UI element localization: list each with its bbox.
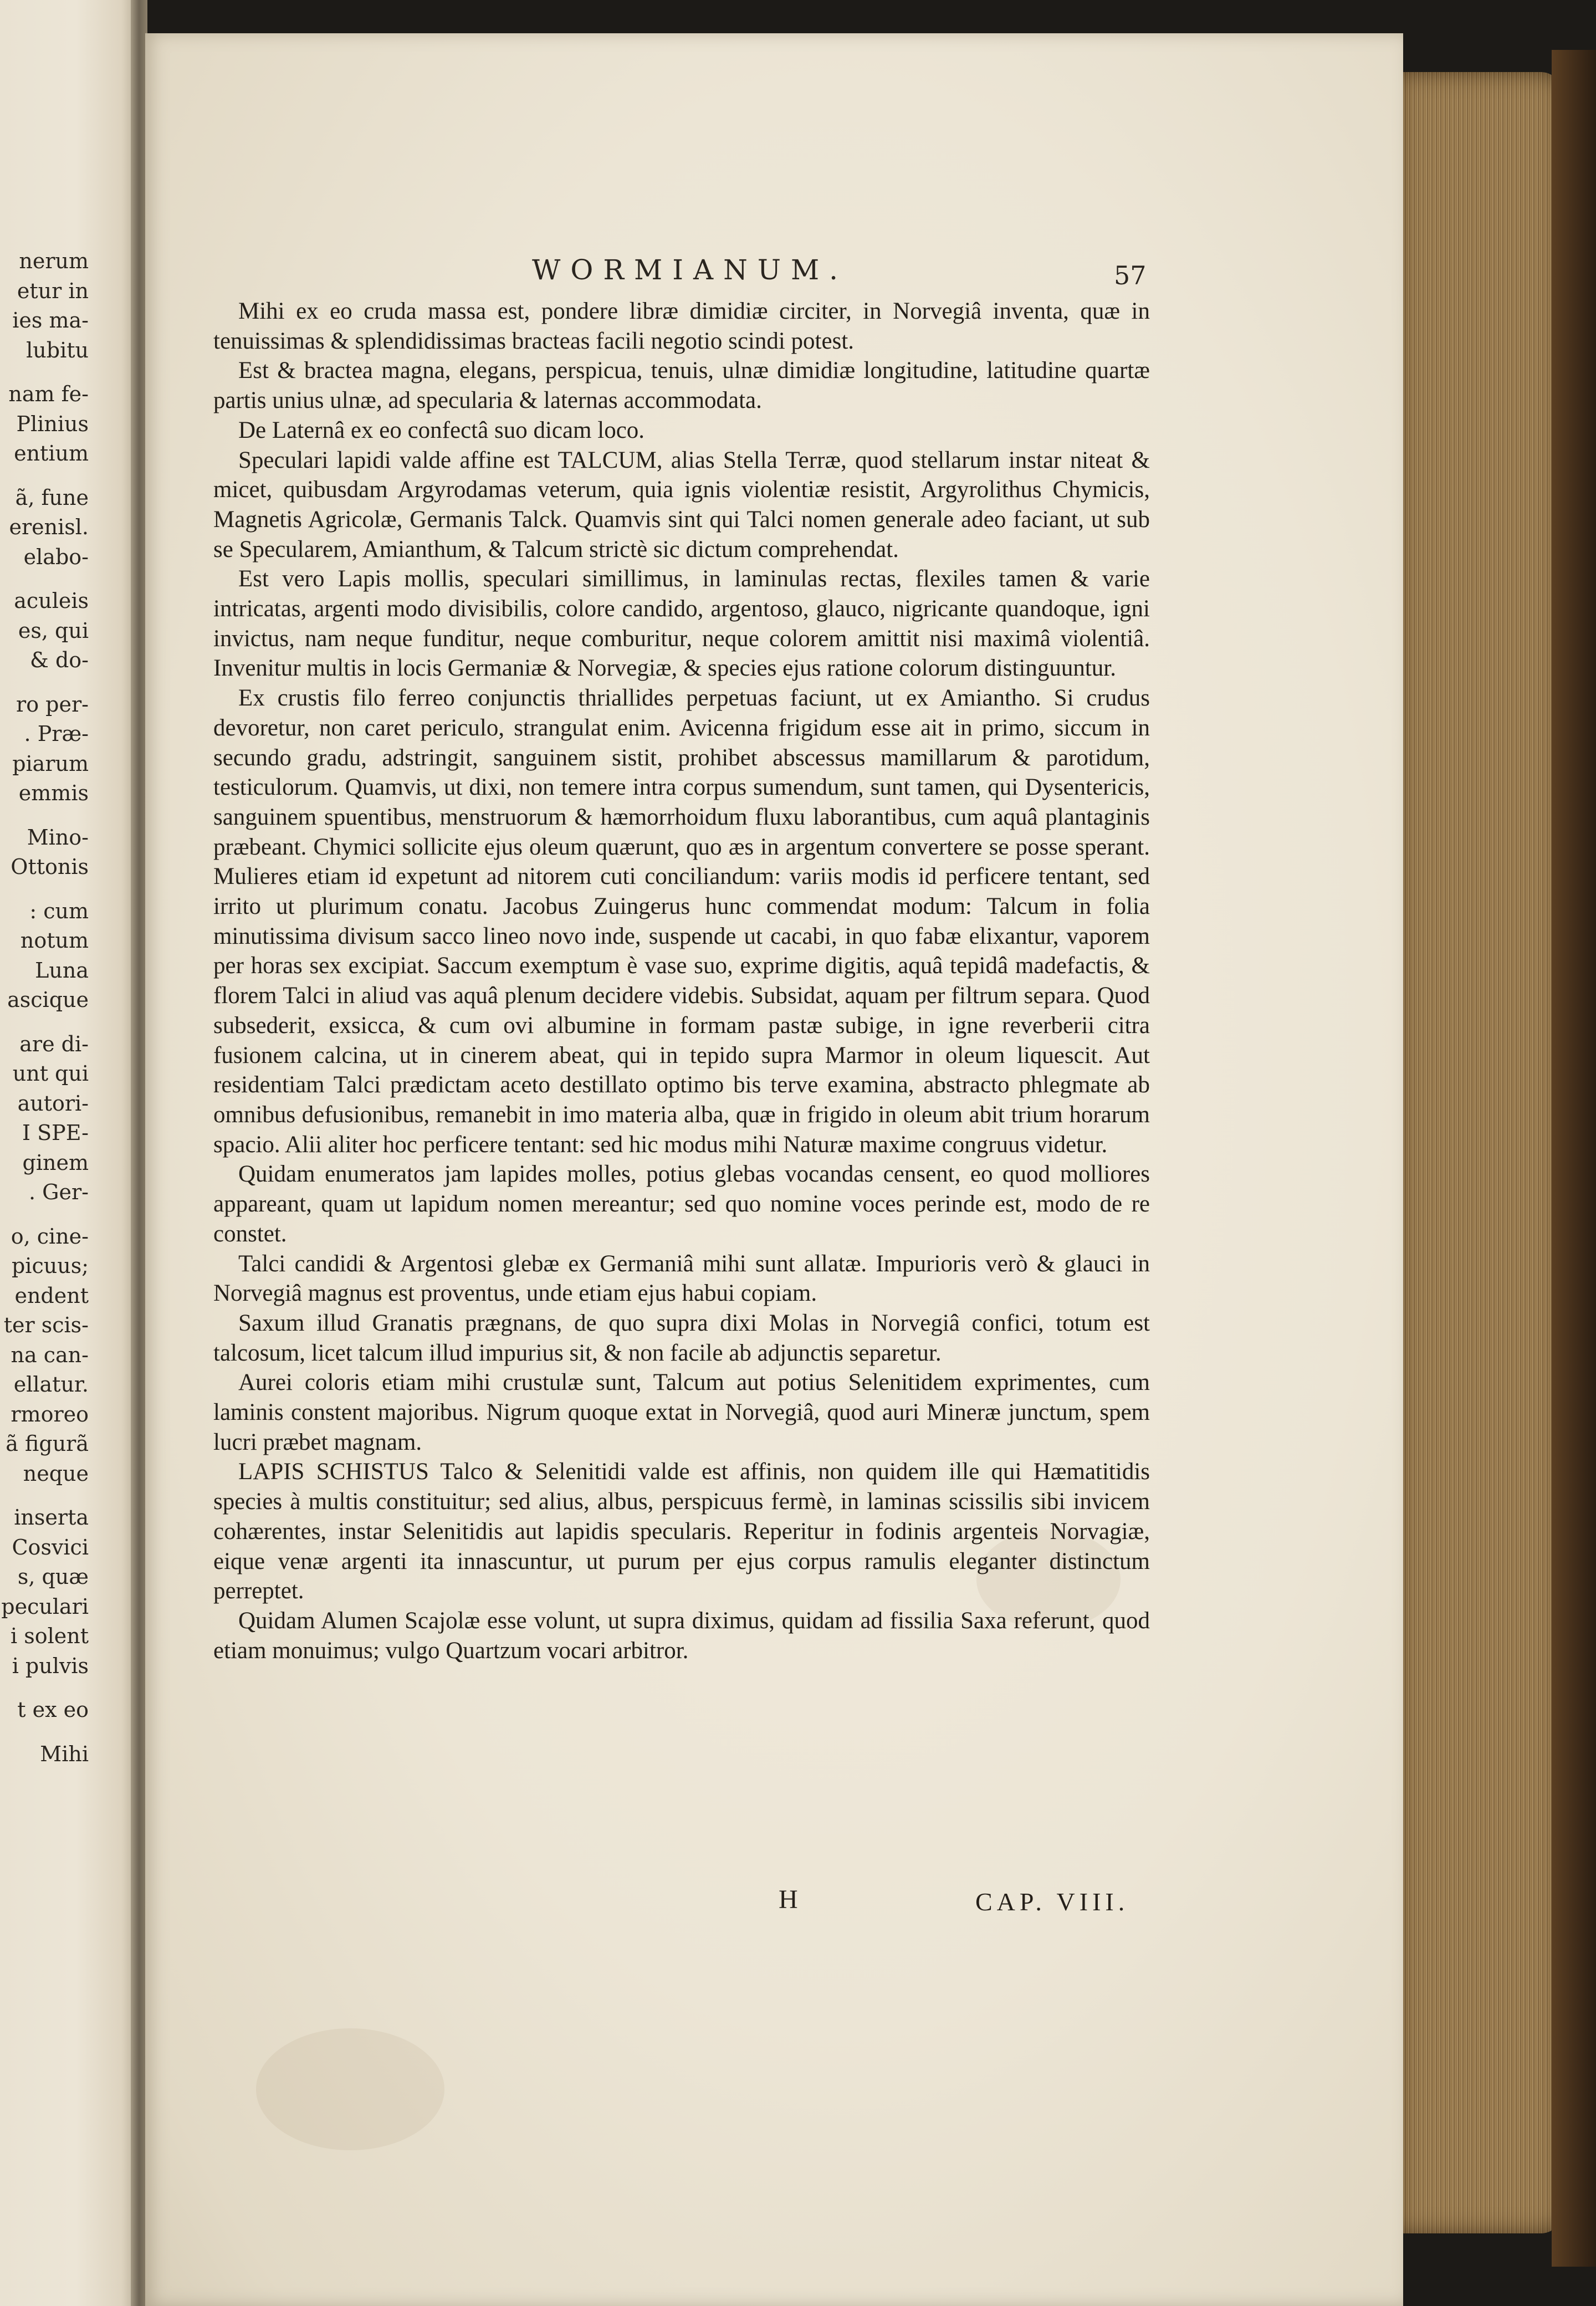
left-page-fragment: autori- [17,1091,89,1116]
paragraph: Ex crustis filo ferreo conjunctis thriallides perpetuas faciunt, ut ex Amiantho. Si crudus devoretur, non caret periculo, strangulat enim. Avicenna frigidum esse ait in primo, siccum in secundo gradu, adstringit, sanguinem sistit, prohibet abscessus mamillarum & parotidum, testiculorum. Quamvis, ut dixi, non temere intra corpus sumendum, sunt tamen, qui Dysentericis, sanguinem spuentibus, menstruorum & hæmorrhoidum fluxu laborantibus, cum aquâ plantaginis præbeant. Chymici sollicite ejus oleum quærunt, quo æs in argentum convertere se posse sperant. Mulieres etiam id expetunt ad nitorem cuti conciliandum: variis modis id perficere tentant, sed irrito ut plurimum conatu. Jacobus Zuingerus hunc commendat modum: Talcum in folia minutissima divisum sacco lineo novo inde, suspende ut cacabi, in quo fabæ elixantur, vaporem per horas sex excipiat. Saccum exemptum è vase suo, exprime digitis, aquâ tepidâ madefactis, & florem Talci in aliud vas aquâ plenum decidere videbis. Subsidat, aquam per filtrum separa. Quod subsederit, exsicca, & cum ovi albumine in formam pastæ subige, in igne reverberii citra fusionem calcina, ut in cinerem abeat, qui in tepido supra Marmor in oleum liquescit. Aut residentiam Talci prædictam aceto destillato optimo bis terve examina, abstracto phlegmate ab omnibus defusionibus, remanebit in imo materia alba, quæ in frigido in oleum abit trium horarum spacio. Alii aliter hoc perficere tentant: sed hic modus mihi Naturæ maxime congruus videtur. [213,685,1150,1158]
paragraph: Speculari lapidi valde affine est TALCUM, alias Stella Terræ, quod stellarum instar niteat & micet, quibusdam Argyrodamas veterum, quia ignis violentiæ resistit, Argyrolithus Chymicis, Magnetis Agricolæ, Germanis Talck. Quamvis sint qui Talci nomen generale adeo faciant, ut sub se Specularem, Amianthum, & Talcum strictè sic dictum comprehendat. [213,447,1150,563]
left-page-fragment: ellatur. [13,1372,89,1397]
page-number: 57 [1114,260,1147,290]
left-page-fragment: endent [14,1283,89,1308]
left-page-fragment: o, cine- [11,1224,89,1249]
left-page-gap [0,809,89,823]
page-edges [1396,72,1563,2233]
paragraph: Est vero Lapis mollis, speculari simillimus, in laminulas rectas, flexiles tamen & varie intricatas, argenti modo divisibilis, colore candido, argentoso, glauco, nigricante quandoque, igni invictus, nam neque funditur, neque comburitur, neque colorem amittit nisi maximâ violentiâ. Invenitur multis in locis Germaniæ & Norvegiæ, & species ejus ratione colorum distinguuntur. [213,566,1150,682]
left-page-fragment: & do- [30,648,89,672]
left-facing-page [0,0,139,2306]
left-page-gap [0,572,89,586]
left-page-fragment: . Præ- [24,722,89,746]
left-page-fragment: rmoreo [11,1402,89,1426]
left-page-fragment: ies ma- [12,308,89,333]
left-page-fragment: nam fe- [8,382,89,406]
catchword: CAP. VIII. [975,1888,1129,1916]
paragraph: Saxum illud Granatis prægnans, de quo supra dixi Molas in Norvegiâ confici, totum est talcosum, licet talcum illud impurius sit, & non facile ab adjunctis separetur. [213,1310,1150,1366]
left-page-fragment: ã, fune [15,485,89,510]
paragraph: Aurei coloris etiam mihi crustulæ sunt, Talcum aut potius Selenitidem exprimentes, cum laminis constent majoribus. Nigrum quoque extat in Norvegiâ, quod auri Mineræ junctum, spem lucri præbet magnam. [213,1369,1150,1455]
left-page-fragment: erenisl. [9,515,89,539]
left-page-gap [0,469,89,483]
left-page-gap [0,1489,89,1503]
left-page-fragment: i solent [11,1624,89,1648]
left-page-fragment: Mino- [27,825,89,850]
paper-stain [256,2028,444,2150]
left-page-fragment: nerum [19,249,89,273]
left-page-fragment: piarum [12,751,89,776]
left-page-fragment: lubitu [26,338,89,362]
left-page-gap [0,882,89,897]
paragraph: Talci candidi & Argentosi glebæ ex Germaniâ mihi sunt allatæ. Impurioris verò & glauci in Norvegiâ magnus est proventus, unde etiam ejus habui copiam. [213,1250,1150,1307]
left-page-fragment: : cum [29,898,89,923]
left-page-fragment: es, qui [18,618,89,643]
left-page-gap [0,1208,89,1222]
body-text [213,296,1150,1665]
left-page-fragment: unt qui [12,1061,89,1086]
signature-mark: H [779,1885,798,1914]
left-page-fragment: inserta [14,1505,89,1530]
paragraph: LAPIS SCHISTUS Talco & Selenitidi valde est affinis, non quidem ille qui Hæmatitidis species à multis constituitur; sed alius, albus, perspicuus fermè, in laminas scissilis sibi invicem cohærentes, instar Selenitidis aut lapidis specularis. Reperitur in fodinis argenteis Norvagiæ, eique venæ argenti ita innascuntur, ut purum per ejus corpus ramulis eleganter distinctum perreptet. [213,1459,1150,1604]
left-page-fragment: peculari [1,1594,89,1619]
left-page-fragment: emmis [18,781,89,805]
left-page-fragment: Cosvici [12,1535,89,1560]
paragraph: Mihi ex eo cruda massa est, pondere libræ dimidiæ circiter, in Norvegiâ inventa, quæ in tenuissimas & splendidissimas bracteas facili negotio scindi potest. [213,298,1150,354]
paragraph: Quidam Alumen Scajolæ esse volunt, ut supra diximus, quidam ad fissilia Saxa referunt, quod etiam monuimus; vulgo Quartzum vocari arbitror. [213,1607,1150,1664]
left-page-gap [0,365,89,380]
left-page-fragment: ascique [7,988,89,1012]
left-page-fragment: aculeis [14,589,89,613]
running-head: WORMIANUM. [532,254,848,286]
left-page-gap [0,1015,89,1030]
left-page-fragment: t ex eo [17,1697,89,1722]
left-page-fragment: picuus; [11,1254,89,1278]
left-page-gap [0,676,89,690]
left-page-fragment: . Ger- [28,1180,89,1204]
left-page-fragment: Ottonis [11,855,89,879]
left-page-fragment: I SPE- [22,1121,89,1145]
left-page-fragment: are di- [19,1031,89,1056]
left-page-fragment: na can- [11,1342,89,1367]
left-page-fragment: elabo- [23,544,89,569]
left-page-gap [0,1725,89,1740]
left-page-fragment: Luna [35,958,89,983]
left-page-fragment: s, quæ [17,1564,89,1589]
paragraph: De Laternâ ex eo confectâ suo dicam loco. [238,417,645,443]
left-page-fragment: etur in [17,278,89,303]
left-page-fragment: ro per- [16,692,89,717]
binding-edge [1552,50,1596,2267]
left-page-fragment: Mihi [40,1741,89,1766]
left-page-fragment: ginem [22,1150,89,1175]
paragraph: Quidam enumeratos jam lapides molles, potius glebas vocandas censent, eo quod molliores appareant, quam ut lapidum nomen mereantur; sed quo nomine voces perinde est, modo de re constet. [213,1161,1150,1247]
left-page-fragment: entium [14,441,89,466]
left-page-fragment: ã figurã [6,1431,89,1456]
left-page-fragment: ter scis- [3,1313,89,1337]
left-page-fragment: notum [20,928,89,953]
paragraph: Est & bractea magna, elegans, perspicua, tenuis, ulnæ dimidiæ longitudine, latitudine quartæ partis unius ulnæ, ad specularia & laternas accommodata. [213,357,1150,414]
left-page-text-fragments [0,247,89,1769]
left-page-gap [0,1681,89,1695]
left-page-fragment: Plinius [16,411,89,436]
left-page-fragment: i pulvis [12,1653,89,1678]
left-page-fragment: neque [23,1461,89,1486]
